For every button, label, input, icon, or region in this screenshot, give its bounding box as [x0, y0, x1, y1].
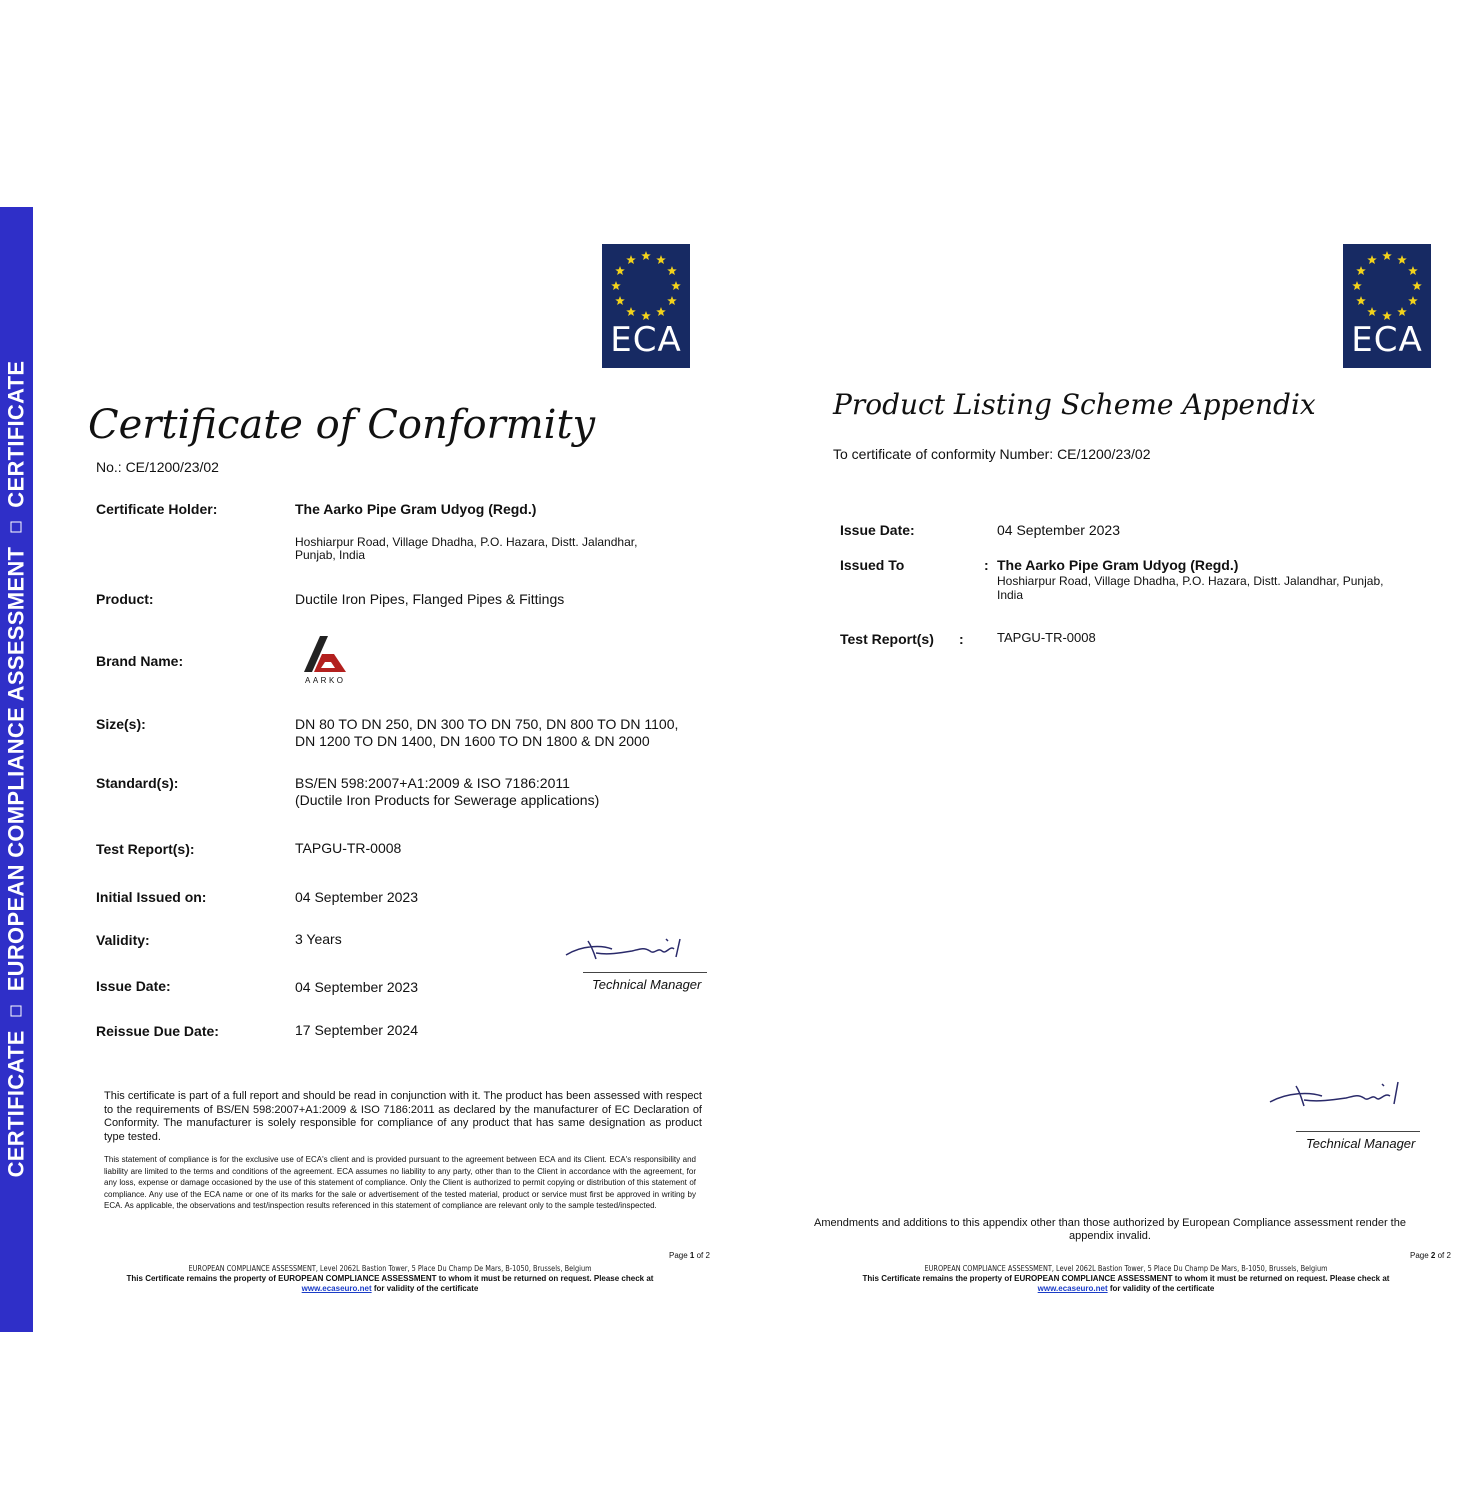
footer-address: EUROPEAN COMPLIANCE ASSESSMENT, Level 2062L Bastion Tower, 5 Place Du Champ De Mars, B-1050, Brussels, Belgium	[188, 1264, 592, 1273]
holder-address-line: Punjab, India	[295, 548, 366, 562]
appendix-subtitle: To certificate of conformity Number: CE/1200/23/02	[833, 446, 1151, 462]
holder-address-line: Hoshiarpur Road, Village Dhadha, P.O. Hazara, Distt. Jalandhar,	[295, 535, 638, 549]
certificate-number: No.: CE/1200/23/02	[96, 459, 219, 475]
star-icon	[626, 307, 636, 316]
standards-value	[295, 775, 599, 809]
appendix-title: Product Listing Scheme Appendix	[833, 388, 1316, 421]
side-banner-segment: EUROPEAN COMPLIANCE ASSESSMENT	[3, 546, 28, 992]
signature-image	[1266, 1078, 1422, 1112]
star-icon	[667, 296, 677, 305]
initial-issued-label: Initial Issued on:	[96, 889, 207, 905]
star-icon	[615, 266, 625, 275]
issued-to-colon: :	[984, 557, 989, 573]
initial-issued-value: 04 September 2023	[295, 889, 418, 905]
aarko-brand-logo	[300, 632, 360, 687]
page-number	[669, 1251, 710, 1260]
star-icon	[641, 311, 651, 320]
signature-title: Technical Manager	[1306, 1136, 1416, 1151]
square-bullet-icon	[11, 522, 22, 533]
star-icon	[611, 281, 621, 290]
star-icon	[641, 251, 651, 260]
page-number-prefix: Page	[669, 1251, 690, 1260]
signature-title: Technical Manager	[592, 977, 702, 992]
issue-date-value: 04 September 2023	[295, 979, 418, 995]
brand-logo-text: AARKO	[305, 676, 346, 685]
issued-to-address-line: India	[997, 588, 1024, 602]
star-icon	[1397, 255, 1407, 264]
sizes-line: DN 80 TO DN 250, DN 300 TO DN 750, DN 800 TO DN 1100,	[295, 716, 679, 732]
appendix-test-value: TAPGU-TR-0008	[997, 630, 1096, 645]
side-banner	[0, 207, 33, 1332]
statement-text: This certificate is part of a full report and should be read in conjunction with it. The product has been assessed with respect to the requirements of BS/EN 598:2007+A1:2009 & ISO 7186:2011 as declared by the manufacturer of EC Declaration of Conformity. The manufacturer is solely responsible for compliance of any product that has same designation as product type tested.	[104, 1090, 702, 1143]
appendix-issue-label: Issue Date:	[840, 522, 915, 538]
footer-validity-text: for validity of the certificate	[1107, 1284, 1215, 1293]
issued-to-label: Issued To	[840, 557, 905, 573]
star-icon	[1367, 255, 1377, 264]
footer	[60, 1264, 720, 1293]
footer-validity-line	[796, 1284, 1456, 1293]
holder-label: Certificate Holder:	[96, 501, 218, 517]
footer-validity-line	[60, 1284, 720, 1293]
star-icon	[1408, 296, 1418, 305]
standards-label: Standard(s):	[96, 775, 179, 791]
disclaimer-text: This statement of compliance is for the exclusive use of ECA's client and is provided pursuant to the agreement between ECA and its Client. ECA's responsibility and liability are limited to the terms and conditions of the agreement. ECA assumes no liability to any party, other than to the Client in accordance with the agreement, for any loss, expense or damage occasioned by the use of this statement of compliance. Only the Client is authorized to permit copying or distribution of this statement of compliance. Any use of the ECA name or one of its marks for the sale or advertisement of the tested material, product or service must first be approved in writing by ECA. As applicable, the observations and test/inspection results referenced in this statement of compliance are relevant only to the sample tested/inspected.	[104, 1155, 696, 1210]
footer-address: EUROPEAN COMPLIANCE ASSESSMENT, Level 2062L Bastion Tower, 5 Place Du Champ De Mars, B-1050, Brussels, Belgium	[924, 1264, 1328, 1273]
side-banner-segment: CERTIFICATE	[3, 360, 28, 508]
page-number-current: 2	[1430, 1251, 1436, 1260]
appendix-issue-value: 04 September 2023	[997, 522, 1120, 538]
star-icon	[1382, 251, 1392, 260]
star-icon	[1408, 266, 1418, 275]
eu-stars-icon	[602, 244, 690, 324]
holder-name: The Aarko Pipe Gram Udyog (Regd.)	[295, 501, 537, 517]
page-number-suffix: of 2	[1435, 1251, 1451, 1260]
appendix-test-label: Test Report(s)	[840, 631, 934, 647]
star-icon	[656, 255, 666, 264]
reissue-label: Reissue Due Date:	[96, 1023, 219, 1039]
issued-to-name: The Aarko Pipe Gram Udyog (Regd.)	[997, 557, 1239, 573]
star-icon	[1412, 281, 1422, 290]
footer-validity-text: for validity of the certificate	[371, 1284, 479, 1293]
footer-property: This Certificate remains the property of EUROPEAN COMPLIANCE ASSESSMENT to whom it must be returned on request. Please check at	[862, 1274, 1390, 1283]
product-label: Product:	[96, 591, 154, 607]
product-value: Ductile Iron Pipes, Flanged Pipes & Fittings	[295, 591, 565, 607]
footer	[796, 1264, 1456, 1293]
eu-stars-icon	[1343, 244, 1431, 324]
eca-logo	[1343, 244, 1431, 368]
issued-to-address-line: Hoshiarpur Road, Village Dhadha, P.O. Hazara, Distt. Jalandhar, Punjab,	[997, 574, 1384, 588]
brand-label: Brand Name:	[96, 653, 184, 669]
page-number-suffix: of 2	[694, 1251, 710, 1260]
validity-value: 3 Years	[295, 931, 342, 947]
star-icon	[1382, 311, 1392, 320]
validity-label: Validity:	[96, 932, 150, 948]
issue-date-label: Issue Date:	[96, 978, 171, 994]
star-icon	[1367, 307, 1377, 316]
amendments-text	[780, 1217, 1440, 1243]
issued-to-address	[997, 574, 1383, 602]
page-number-current: 1	[689, 1251, 695, 1260]
reissue-value: 17 September 2024	[295, 1022, 418, 1038]
star-icon	[671, 281, 681, 290]
footer-property: This Certificate remains the property of EUROPEAN COMPLIANCE ASSESSMENT to whom it must be returned on request. Please check at	[126, 1274, 654, 1283]
eca-logo	[602, 244, 690, 368]
star-icon	[1356, 296, 1366, 305]
eca-logo-text: ECA	[1351, 320, 1423, 360]
star-icon	[1356, 266, 1366, 275]
eca-logo-text: ECA	[610, 320, 682, 360]
star-icon	[1352, 281, 1362, 290]
website-link[interactable]: www.ecaseuro.net	[301, 1284, 372, 1293]
amendments-line: Amendments and additions to this appendix other than those authorized by European Compliance assessment render the	[814, 1217, 1406, 1229]
star-icon	[615, 296, 625, 305]
aarko-a-icon	[300, 632, 356, 676]
sizes-value	[295, 716, 678, 750]
standards-line: BS/EN 598:2007+A1:2009 & ISO 7186:2011	[295, 775, 570, 791]
test-report-value: TAPGU-TR-0008	[295, 840, 402, 856]
sizes-label: Size(s):	[96, 716, 146, 732]
sizes-line: DN 1200 TO DN 1400, DN 1600 TO DN 1800 & DN 2000	[295, 733, 650, 749]
star-icon	[667, 266, 677, 275]
appendix-test-colon: :	[959, 631, 964, 647]
page-number	[1410, 1251, 1451, 1260]
page-number-prefix: Page	[1410, 1251, 1431, 1260]
signature-line	[583, 972, 707, 973]
holder-address	[295, 536, 637, 562]
standards-line: (Ductile Iron Products for Sewerage applications)	[295, 792, 600, 808]
side-banner-text	[0, 207, 33, 1332]
signature-line	[1296, 1131, 1420, 1132]
star-icon	[626, 255, 636, 264]
certificate-title: Certificate of Conformity	[88, 402, 596, 448]
signature-image	[562, 933, 702, 965]
star-icon	[656, 307, 666, 316]
test-report-label: Test Report(s):	[96, 841, 195, 857]
square-bullet-icon	[11, 1005, 22, 1016]
side-banner-segment: CERTIFICATE	[3, 1030, 28, 1178]
website-link[interactable]: www.ecaseuro.net	[1037, 1284, 1108, 1293]
amendments-line: appendix invalid.	[1069, 1230, 1151, 1242]
star-icon	[1397, 307, 1407, 316]
